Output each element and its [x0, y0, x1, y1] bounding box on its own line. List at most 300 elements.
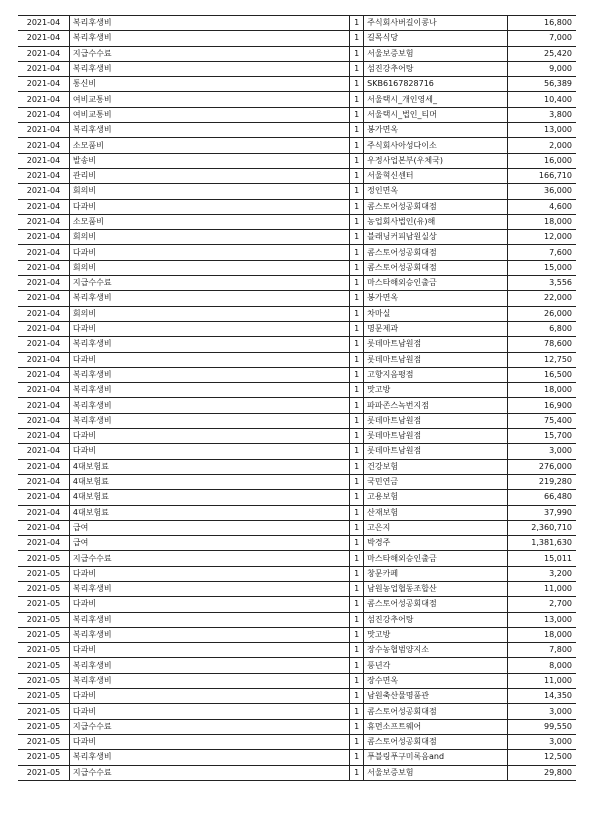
- cell-amount: 276,000: [507, 459, 576, 474]
- table-row: [18, 31, 576, 46]
- cell-vendor: 정인면옥: [364, 184, 508, 199]
- cell-amount: 3,800: [507, 107, 576, 122]
- cell-quantity: 1: [349, 352, 363, 367]
- table-row: [18, 505, 576, 520]
- cell-quantity: 1: [349, 46, 363, 61]
- cell-vendor: 서울택시_개인영세_: [364, 92, 508, 107]
- cell-date: 2021-04: [18, 92, 69, 107]
- cell-amount: 2,700: [507, 597, 576, 612]
- cell-vendor: 우정사업본부(우체국): [364, 153, 508, 168]
- cell-vendor: 맛고방: [364, 627, 508, 642]
- table-row: [18, 658, 576, 673]
- cell-amount: 9,000: [507, 61, 576, 76]
- cell-amount: 16,900: [507, 398, 576, 413]
- table-row: [18, 260, 576, 275]
- cell-account: 복리후생비: [69, 367, 349, 382]
- cell-vendor: 남원축산물명품관: [364, 689, 508, 704]
- cell-amount: 11,000: [507, 673, 576, 688]
- cell-amount: 2,360,710: [507, 520, 576, 535]
- table-row: [18, 719, 576, 734]
- cell-quantity: 1: [349, 459, 363, 474]
- cell-date: 2021-04: [18, 536, 69, 551]
- cell-account: 복리후생비: [69, 612, 349, 627]
- table-row: [18, 153, 576, 168]
- cell-quantity: 1: [349, 750, 363, 765]
- cell-vendor: 서울혁신센터: [364, 168, 508, 183]
- cell-quantity: 1: [349, 551, 363, 566]
- table-row: [18, 138, 576, 153]
- cell-amount: 66,480: [507, 490, 576, 505]
- cell-account: 다과비: [69, 321, 349, 336]
- cell-quantity: 1: [349, 520, 363, 535]
- cell-date: 2021-04: [18, 306, 69, 321]
- table-row: [18, 612, 576, 627]
- cell-vendor: 고향지음평점: [364, 367, 508, 382]
- cell-account: 4대보험료: [69, 490, 349, 505]
- table-row: [18, 643, 576, 658]
- cell-quantity: 1: [349, 536, 363, 551]
- cell-date: 2021-04: [18, 138, 69, 153]
- cell-amount: 7,600: [507, 245, 576, 260]
- cell-account: 지급수수료: [69, 276, 349, 291]
- cell-date: 2021-04: [18, 291, 69, 306]
- cell-account: 소모품비: [69, 138, 349, 153]
- cell-quantity: 1: [349, 413, 363, 428]
- cell-quantity: 1: [349, 306, 363, 321]
- cell-amount: 16,000: [507, 153, 576, 168]
- cell-account: 다과비: [69, 199, 349, 214]
- cell-vendor: 콤스토어성공회대점: [364, 597, 508, 612]
- cell-date: 2021-05: [18, 581, 69, 596]
- cell-date: 2021-04: [18, 474, 69, 489]
- cell-account: 복리후생비: [69, 413, 349, 428]
- cell-date: 2021-04: [18, 352, 69, 367]
- cell-quantity: 1: [349, 214, 363, 229]
- cell-account: 급여: [69, 536, 349, 551]
- cell-amount: 15,011: [507, 551, 576, 566]
- cell-account: 다과비: [69, 734, 349, 749]
- cell-account: 복리후생비: [69, 31, 349, 46]
- cell-vendor: 남원농업협동조합산: [364, 581, 508, 596]
- cell-amount: 3,556: [507, 276, 576, 291]
- cell-vendor: 푸블링푸구미록음and: [364, 750, 508, 765]
- cell-account: 복리후생비: [69, 383, 349, 398]
- table-row: [18, 321, 576, 336]
- cell-amount: 7,000: [507, 31, 576, 46]
- table-row: [18, 16, 576, 31]
- cell-account: 다과비: [69, 245, 349, 260]
- cell-date: 2021-05: [18, 750, 69, 765]
- cell-date: 2021-04: [18, 107, 69, 122]
- cell-quantity: 1: [349, 337, 363, 352]
- table-row: [18, 92, 576, 107]
- cell-vendor: 롯데마트남원점: [364, 337, 508, 352]
- cell-quantity: 1: [349, 490, 363, 505]
- table-row: [18, 123, 576, 138]
- table-row: [18, 734, 576, 749]
- cell-amount: 3,000: [507, 704, 576, 719]
- cell-quantity: 1: [349, 321, 363, 336]
- cell-vendor: 파파존스녹번지점: [364, 398, 508, 413]
- cell-date: 2021-05: [18, 734, 69, 749]
- cell-amount: 15,000: [507, 260, 576, 275]
- table-row: [18, 184, 576, 199]
- cell-vendor: 콤스토어성공회대점: [364, 245, 508, 260]
- cell-date: 2021-05: [18, 704, 69, 719]
- cell-date: 2021-04: [18, 413, 69, 428]
- cell-vendor: 창문카페: [364, 566, 508, 581]
- cell-vendor: 휴먼소프트웨어: [364, 719, 508, 734]
- table-row: [18, 536, 576, 551]
- cell-date: 2021-04: [18, 77, 69, 92]
- cell-vendor: 장수농협범양지소: [364, 643, 508, 658]
- cell-account: 다과비: [69, 566, 349, 581]
- cell-quantity: 1: [349, 597, 363, 612]
- table-row: [18, 383, 576, 398]
- cell-account: 복리후생비: [69, 673, 349, 688]
- cell-date: 2021-04: [18, 490, 69, 505]
- cell-amount: 99,550: [507, 719, 576, 734]
- table-row: [18, 551, 576, 566]
- table-row: [18, 597, 576, 612]
- cell-vendor: 박경주: [364, 536, 508, 551]
- cell-amount: 26,000: [507, 306, 576, 321]
- cell-vendor: 마스타해외승인출금: [364, 276, 508, 291]
- cell-amount: 12,750: [507, 352, 576, 367]
- cell-date: 2021-05: [18, 673, 69, 688]
- table-row: [18, 352, 576, 367]
- cell-amount: 16,500: [507, 367, 576, 382]
- cell-amount: 2,000: [507, 138, 576, 153]
- cell-quantity: 1: [349, 719, 363, 734]
- cell-amount: 8,000: [507, 658, 576, 673]
- ledger-body: [18, 16, 576, 781]
- table-row: [18, 459, 576, 474]
- cell-quantity: 1: [349, 61, 363, 76]
- cell-account: 지급수수료: [69, 719, 349, 734]
- table-row: [18, 765, 576, 780]
- cell-vendor: 산재보험: [364, 505, 508, 520]
- cell-vendor: 롯데마트남원점: [364, 352, 508, 367]
- cell-amount: 18,000: [507, 214, 576, 229]
- cell-date: 2021-04: [18, 459, 69, 474]
- cell-vendor: 맛고방: [364, 383, 508, 398]
- cell-quantity: 1: [349, 566, 363, 581]
- cell-account: 복리후생비: [69, 658, 349, 673]
- cell-vendor: 서울보증보험: [364, 765, 508, 780]
- cell-quantity: 1: [349, 77, 363, 92]
- cell-amount: 219,280: [507, 474, 576, 489]
- cell-vendor: 건강보험: [364, 459, 508, 474]
- cell-amount: 22,000: [507, 291, 576, 306]
- cell-amount: 7,800: [507, 643, 576, 658]
- cell-vendor: 명문제과: [364, 321, 508, 336]
- cell-quantity: 1: [349, 505, 363, 520]
- cell-date: 2021-04: [18, 199, 69, 214]
- cell-vendor: 차마실: [364, 306, 508, 321]
- table-row: [18, 168, 576, 183]
- table-row: [18, 413, 576, 428]
- cell-quantity: 1: [349, 230, 363, 245]
- cell-date: 2021-04: [18, 260, 69, 275]
- table-row: [18, 291, 576, 306]
- cell-quantity: 1: [349, 474, 363, 489]
- cell-date: 2021-04: [18, 168, 69, 183]
- cell-vendor: 고용보험: [364, 490, 508, 505]
- cell-quantity: 1: [349, 168, 363, 183]
- cell-quantity: 1: [349, 107, 363, 122]
- table-row: [18, 490, 576, 505]
- cell-account: 다과비: [69, 444, 349, 459]
- cell-vendor: 풍년각: [364, 658, 508, 673]
- cell-vendor: 길목식당: [364, 31, 508, 46]
- cell-date: 2021-04: [18, 276, 69, 291]
- cell-amount: 36,000: [507, 184, 576, 199]
- cell-account: 여비교통비: [69, 92, 349, 107]
- table-row: [18, 627, 576, 642]
- table-row: [18, 566, 576, 581]
- cell-account: 복리후생비: [69, 398, 349, 413]
- cell-account: 다과비: [69, 643, 349, 658]
- table-row: [18, 444, 576, 459]
- cell-amount: 12,000: [507, 230, 576, 245]
- cell-account: 다과비: [69, 352, 349, 367]
- cell-vendor: 서울보증보험: [364, 46, 508, 61]
- cell-amount: 3,000: [507, 444, 576, 459]
- cell-quantity: 1: [349, 612, 363, 627]
- cell-quantity: 1: [349, 734, 363, 749]
- cell-quantity: 1: [349, 704, 363, 719]
- cell-vendor: SKB6167828716: [364, 77, 508, 92]
- cell-quantity: 1: [349, 199, 363, 214]
- cell-account: 회의비: [69, 230, 349, 245]
- cell-vendor: 콤스토어성공회대점: [364, 734, 508, 749]
- cell-vendor: 섬진강추어탕: [364, 61, 508, 76]
- cell-amount: 1,381,630: [507, 536, 576, 551]
- cell-account: 회의비: [69, 306, 349, 321]
- cell-quantity: 1: [349, 627, 363, 642]
- cell-date: 2021-04: [18, 46, 69, 61]
- cell-account: 복리후생비: [69, 291, 349, 306]
- cell-vendor: 마스타해외승인출금: [364, 551, 508, 566]
- cell-quantity: 1: [349, 92, 363, 107]
- table-row: [18, 61, 576, 76]
- cell-account: 4대보험료: [69, 474, 349, 489]
- cell-quantity: 1: [349, 429, 363, 444]
- cell-account: 복리후생비: [69, 581, 349, 596]
- cell-quantity: 1: [349, 260, 363, 275]
- cell-amount: 3,000: [507, 734, 576, 749]
- cell-amount: 166,710: [507, 168, 576, 183]
- cell-amount: 6,800: [507, 321, 576, 336]
- table-row: [18, 245, 576, 260]
- cell-amount: 37,990: [507, 505, 576, 520]
- cell-date: 2021-05: [18, 627, 69, 642]
- cell-date: 2021-04: [18, 429, 69, 444]
- cell-quantity: 1: [349, 689, 363, 704]
- cell-amount: 56,389: [507, 77, 576, 92]
- table-row: [18, 306, 576, 321]
- table-row: [18, 107, 576, 122]
- cell-account: 지급수수료: [69, 551, 349, 566]
- cell-amount: 78,600: [507, 337, 576, 352]
- cell-quantity: 1: [349, 367, 363, 382]
- cell-account: 다과비: [69, 689, 349, 704]
- expense-ledger-table: [18, 15, 576, 781]
- cell-quantity: 1: [349, 581, 363, 596]
- cell-vendor: 주식회사아성다이소: [364, 138, 508, 153]
- cell-quantity: 1: [349, 276, 363, 291]
- cell-quantity: 1: [349, 643, 363, 658]
- cell-account: 복리후생비: [69, 123, 349, 138]
- cell-amount: 12,500: [507, 750, 576, 765]
- cell-account: 지급수수료: [69, 765, 349, 780]
- cell-amount: 11,000: [507, 581, 576, 596]
- cell-vendor: 롯데마트남원점: [364, 413, 508, 428]
- cell-date: 2021-05: [18, 597, 69, 612]
- cell-quantity: 1: [349, 138, 363, 153]
- cell-quantity: 1: [349, 123, 363, 138]
- cell-date: 2021-04: [18, 505, 69, 520]
- cell-amount: 14,350: [507, 689, 576, 704]
- cell-amount: 13,000: [507, 612, 576, 627]
- cell-account: 복리후생비: [69, 16, 349, 31]
- cell-date: 2021-05: [18, 658, 69, 673]
- cell-amount: 10,400: [507, 92, 576, 107]
- cell-amount: 15,700: [507, 429, 576, 444]
- cell-amount: 16,800: [507, 16, 576, 31]
- table-row: [18, 214, 576, 229]
- cell-vendor: 콤스토어성공회대점: [364, 704, 508, 719]
- cell-vendor: 봉가면옥: [364, 291, 508, 306]
- cell-account: 관리비: [69, 168, 349, 183]
- cell-amount: 75,400: [507, 413, 576, 428]
- cell-date: 2021-04: [18, 31, 69, 46]
- cell-vendor: 콤스토어성공회대점: [364, 260, 508, 275]
- cell-account: 회의비: [69, 260, 349, 275]
- table-row: [18, 337, 576, 352]
- table-row: [18, 429, 576, 444]
- cell-date: 2021-04: [18, 245, 69, 260]
- cell-quantity: 1: [349, 245, 363, 260]
- cell-account: 복리후생비: [69, 627, 349, 642]
- cell-vendor: 서울택시_법인_티머: [364, 107, 508, 122]
- table-row: [18, 199, 576, 214]
- cell-vendor: 고은지: [364, 520, 508, 535]
- cell-amount: 4,600: [507, 199, 576, 214]
- cell-quantity: 1: [349, 383, 363, 398]
- cell-account: 다과비: [69, 597, 349, 612]
- cell-date: 2021-05: [18, 689, 69, 704]
- cell-quantity: 1: [349, 765, 363, 780]
- table-row: [18, 367, 576, 382]
- table-row: [18, 581, 576, 596]
- cell-date: 2021-04: [18, 520, 69, 535]
- cell-vendor: 봉가면옥: [364, 123, 508, 138]
- cell-quantity: 1: [349, 658, 363, 673]
- cell-account: 통신비: [69, 77, 349, 92]
- cell-quantity: 1: [349, 444, 363, 459]
- cell-quantity: 1: [349, 153, 363, 168]
- cell-date: 2021-05: [18, 643, 69, 658]
- cell-account: 발송비: [69, 153, 349, 168]
- cell-vendor: 롯데마트남원점: [364, 444, 508, 459]
- cell-date: 2021-04: [18, 444, 69, 459]
- cell-account: 복리후생비: [69, 61, 349, 76]
- table-row: [18, 673, 576, 688]
- cell-quantity: 1: [349, 291, 363, 306]
- table-row: [18, 474, 576, 489]
- cell-date: 2021-04: [18, 153, 69, 168]
- cell-vendor: 주식회사버길이콩나: [364, 16, 508, 31]
- cell-account: 여비교통비: [69, 107, 349, 122]
- cell-amount: 29,800: [507, 765, 576, 780]
- cell-quantity: 1: [349, 673, 363, 688]
- cell-date: 2021-04: [18, 61, 69, 76]
- cell-date: 2021-04: [18, 16, 69, 31]
- cell-account: 복리후생비: [69, 750, 349, 765]
- cell-vendor: 장수면옥: [364, 673, 508, 688]
- table-row: [18, 46, 576, 61]
- cell-date: 2021-04: [18, 337, 69, 352]
- table-row: [18, 276, 576, 291]
- cell-account: 소모품비: [69, 214, 349, 229]
- cell-vendor: 롯데마트남원점: [364, 429, 508, 444]
- cell-vendor: 국민연금: [364, 474, 508, 489]
- cell-date: 2021-04: [18, 123, 69, 138]
- cell-date: 2021-04: [18, 398, 69, 413]
- cell-account: 지급수수료: [69, 46, 349, 61]
- cell-date: 2021-04: [18, 383, 69, 398]
- cell-date: 2021-04: [18, 367, 69, 382]
- cell-amount: 25,420: [507, 46, 576, 61]
- cell-account: 다과비: [69, 429, 349, 444]
- cell-date: 2021-04: [18, 230, 69, 245]
- table-row: [18, 77, 576, 92]
- cell-quantity: 1: [349, 16, 363, 31]
- cell-date: 2021-05: [18, 566, 69, 581]
- cell-vendor: 섬진강추어탕: [364, 612, 508, 627]
- cell-date: 2021-04: [18, 184, 69, 199]
- cell-account: 복리후생비: [69, 337, 349, 352]
- table-row: [18, 750, 576, 765]
- cell-account: 회의비: [69, 184, 349, 199]
- cell-amount: 18,000: [507, 627, 576, 642]
- cell-date: 2021-04: [18, 321, 69, 336]
- cell-quantity: 1: [349, 398, 363, 413]
- cell-date: 2021-05: [18, 765, 69, 780]
- cell-date: 2021-04: [18, 214, 69, 229]
- table-row: [18, 398, 576, 413]
- table-row: [18, 689, 576, 704]
- cell-vendor: 블래닝커피남원실상: [364, 230, 508, 245]
- cell-amount: 3,200: [507, 566, 576, 581]
- table-row: [18, 230, 576, 245]
- cell-account: 급여: [69, 520, 349, 535]
- cell-quantity: 1: [349, 31, 363, 46]
- table-row: [18, 520, 576, 535]
- cell-account: 4대보험료: [69, 505, 349, 520]
- table-row: [18, 704, 576, 719]
- cell-vendor: 농업회사법인(유)해: [364, 214, 508, 229]
- cell-amount: 18,000: [507, 383, 576, 398]
- cell-account: 4대보험료: [69, 459, 349, 474]
- cell-account: 다과비: [69, 704, 349, 719]
- cell-date: 2021-05: [18, 612, 69, 627]
- cell-vendor: 콤스토어성공회대점: [364, 199, 508, 214]
- cell-amount: 13,000: [507, 123, 576, 138]
- cell-quantity: 1: [349, 184, 363, 199]
